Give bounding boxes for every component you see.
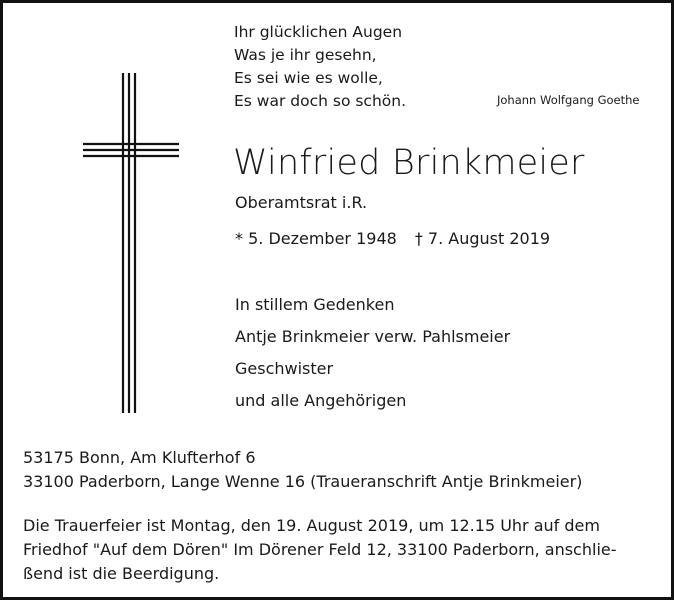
- funeral-notice: [23, 514, 617, 586]
- address-line: 33100 Paderborn, Lange Wenne 16 (Traueranschrift Antje Brinkmeier): [23, 472, 583, 491]
- deceased-title: Oberamtsrat i.R.: [235, 193, 368, 212]
- poem-author: Johann Wolfgang Goethe: [497, 93, 640, 107]
- mourner-line: und alle Angehörigen: [235, 391, 407, 410]
- deceased-name: Winfried Brinkmeier: [233, 143, 585, 183]
- poem-line: Es war doch so schön.: [234, 92, 407, 110]
- life-dates: [235, 229, 550, 248]
- notice-line: ßend ist die Beerdigung.: [23, 564, 220, 583]
- poem-line: Ihr glücklichen Augen: [234, 23, 403, 41]
- poem: [234, 21, 406, 113]
- cross-icon: [83, 73, 179, 413]
- poem-line: Es sei wie es wolle,: [234, 69, 383, 87]
- mourner-line: Geschwister: [235, 359, 334, 378]
- mourners: [235, 296, 510, 424]
- poem-line: Was je ihr gesehn,: [234, 46, 377, 64]
- notice-line: Friedhof "Auf dem Dören" Im Dörener Feld 12, 33100 Paderborn, anschlie-: [23, 540, 617, 559]
- birth-date: * 5. Dezember 1948: [235, 229, 397, 248]
- address-line: 53175 Bonn, Am Klufterhof 6: [23, 448, 256, 467]
- mourner-line: In stillem Gedenken: [235, 295, 395, 314]
- addresses: [23, 446, 582, 494]
- notice-line: Die Trauerfeier ist Montag, den 19. August 2019, um 12.15 Uhr auf dem: [23, 516, 600, 535]
- death-date: † 7. August 2019: [414, 229, 551, 248]
- mourner-line: Antje Brinkmeier verw. Pahlsmeier: [235, 327, 511, 346]
